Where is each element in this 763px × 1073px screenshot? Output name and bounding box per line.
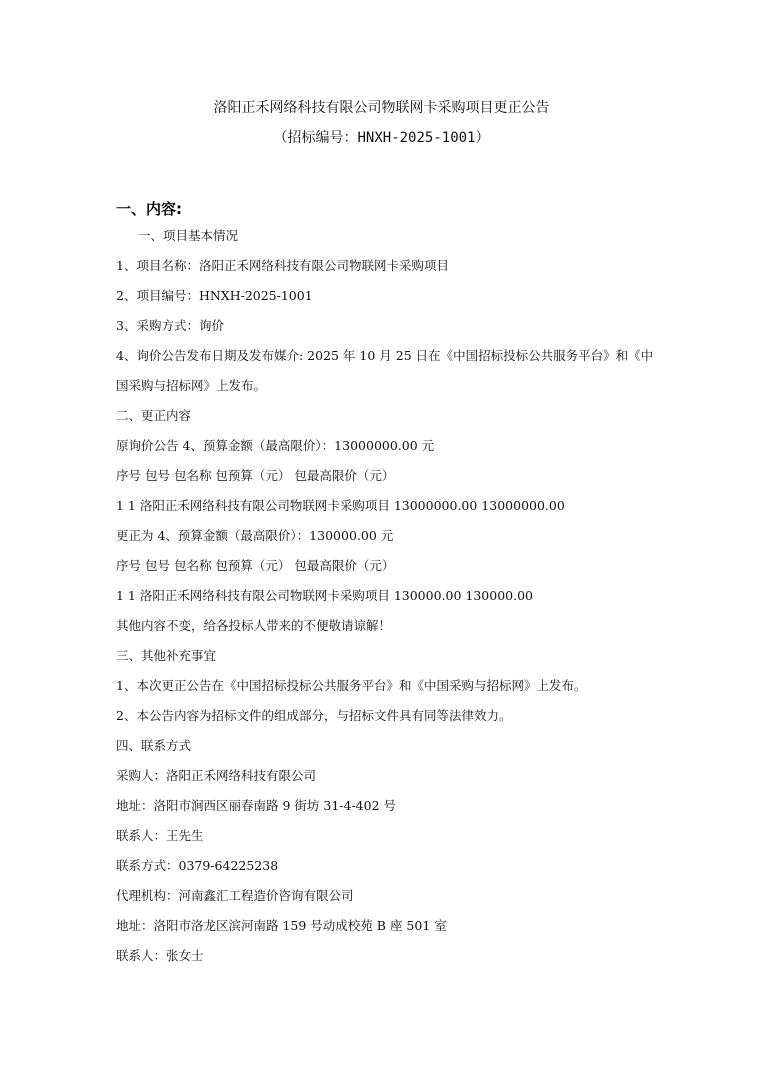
content-line: 更正为 4、预算金额（最高限价）：130000.00 元	[116, 528, 394, 543]
section-heading: 一、内容:	[116, 200, 182, 218]
content-line: 二、更正内容	[116, 408, 192, 423]
content-line: 国采购与招标网》上发布。	[116, 378, 267, 393]
content-line: 联系人：张女士	[116, 948, 204, 963]
content-line: 联系方式：0379-64225238	[116, 858, 279, 873]
content-line: 3、采购方式：询价	[116, 318, 224, 333]
document-subtitle: （招标编号：HNXH-2025-1001）	[273, 130, 490, 146]
document-title: 洛阳正禾网络科技有限公司物联网卡采购项目更正公告	[213, 100, 550, 116]
content-line: 2、本公告内容为招标文件的组成部分，与招标文件具有同等法律效力。	[116, 708, 512, 723]
content-body	[116, 227, 676, 977]
content-line: 序号 包号 包名称 包预算（元） 包最高限价（元）	[116, 558, 395, 573]
content-line: 三、其他补充事宜	[116, 648, 217, 663]
content-line: 地址：洛阳市洛龙区滨河南路 159 号动成校苑 B 座 501 室	[116, 918, 447, 933]
content-line: 2、项目编号：HNXH-2025-1001	[116, 288, 313, 303]
content-line: 联系人：王先生	[116, 828, 204, 843]
content-line: 1、本次更正公告在《中国招标投标公共服务平台》和《中国采购与招标网》上发布。	[116, 678, 587, 693]
content-line: 序号 包号 包名称 包预算（元） 包最高限价（元）	[116, 468, 395, 483]
content-line: 采购人：洛阳正禾网络科技有限公司	[116, 768, 317, 783]
content-line: 原询价公告 4、预算金额（最高限价）：13000000.00 元	[116, 438, 435, 453]
content-line: 其他内容不变，给各投标人带来的不便敬请谅解！	[116, 618, 392, 633]
content-line: 1、项目名称：洛阳正禾网络科技有限公司物联网卡采购项目	[116, 258, 449, 273]
content-line: 1 1 洛阳正禾网络科技有限公司物联网卡采购项目 13000000.00 13000000.00	[116, 498, 565, 513]
content-line: 1 1 洛阳正禾网络科技有限公司物联网卡采购项目 130000.00 130000.00	[116, 588, 533, 603]
content-line: 4、询价公告发布日期及发布媒介: 2025 年 10 月 25 日在《中国招标投标公共服务平台》和《中	[116, 348, 654, 363]
content-line: 一、项目基本情况	[138, 228, 239, 243]
content-line: 地址：洛阳市涧西区丽春南路 9 街坊 31-4-402 号	[116, 798, 397, 813]
content-line: 代理机构：河南鑫汇工程造价咨询有限公司	[116, 888, 354, 903]
content-line: 四、联系方式	[116, 738, 192, 753]
